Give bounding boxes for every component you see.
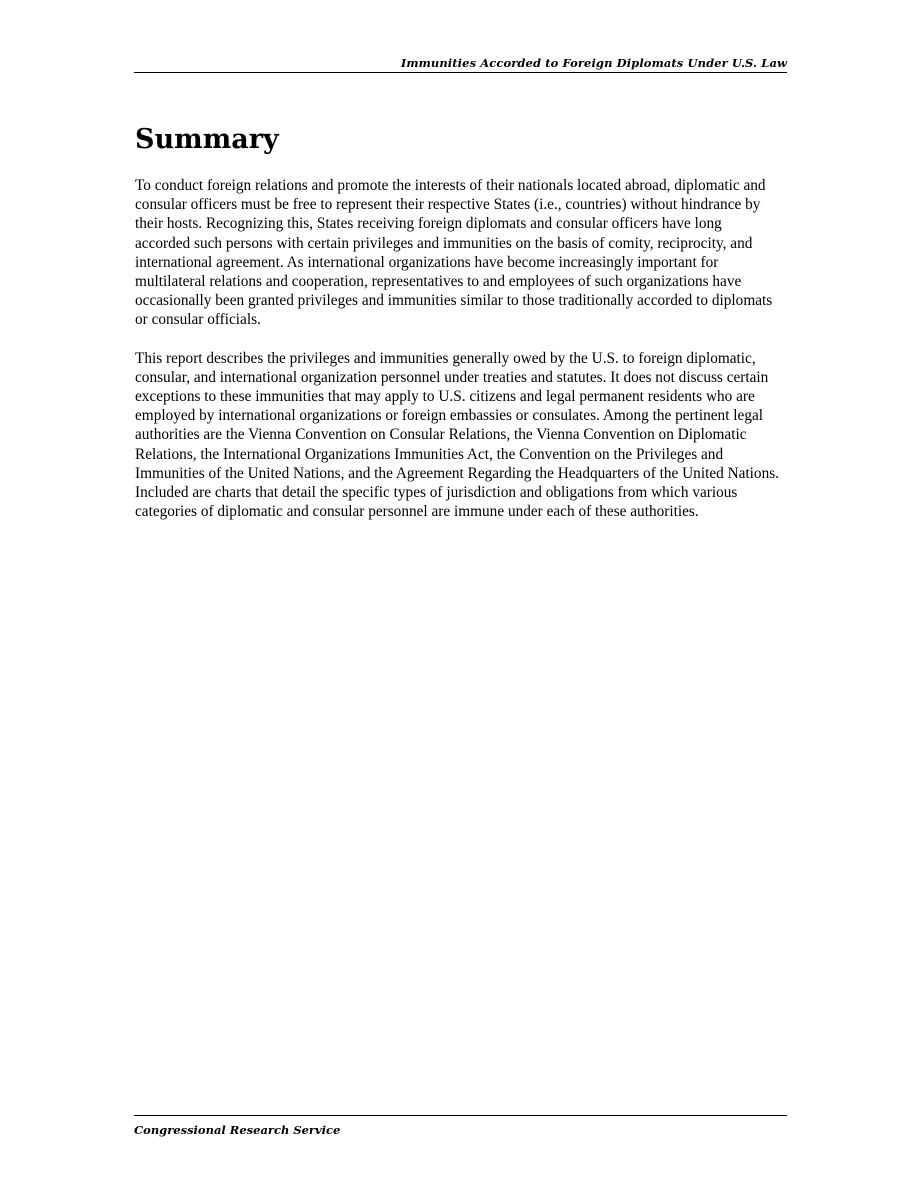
summary-paragraph-1: To conduct foreign relations and promote the interests of their nationals located abroad, diplomatic and consular officers must be free to represent their respective States (i.e., countries) without hindrance by their hosts. Recognizing this, States receiving foreign diplomats and consular officers have long accorded such persons with certain privileges and immunities on the basis of comity, reciprocity, and international agreement. As international organizations have become increasingly important for multilateral relations and cooperation, representatives to and employees of such organizations have occasionally been granted privileges and immunities similar to those traditionally accorded to diplomats or consular officials.: [135, 177, 773, 329]
running-header: Immunities Accorded to Foreign Diplomats Under U.S. Law: [134, 54, 787, 73]
page-title: Summary: [135, 124, 279, 155]
summary-paragraph-2: This report describes the privileges and immunities generally owed by the U.S. to foreign diplomatic, consular, and international organization personnel under treaties and statutes. It does not discuss certain exceptions to these immunities that may apply to U.S. citizens and legal permanent residents who are employed by international organizations or foreign embassies or consulates. Among the pertinent legal authorities are the Vienna Convention on Consular Relations, the Vienna Convention on Diplomatic Relations, the International Organizations Immunities Act, the Convention on the Privileges and Immunities of the United Nations, and the Agreement Regarding the Headquarters of the United Nations. Included are charts that detail the specific types of jurisdiction and obligations from which various categories of diplomatic and consular personnel are immune under each of these authorities.: [135, 349, 780, 521]
summary-body: [135, 176, 780, 540]
running-footer: Congressional Research Service: [134, 1115, 787, 1139]
